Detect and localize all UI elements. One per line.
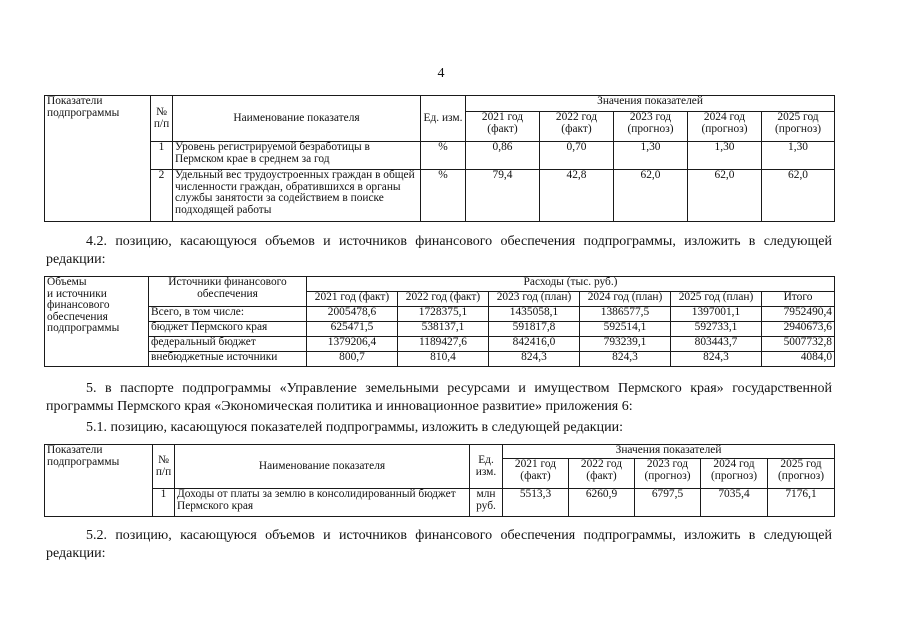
value-cell: 1728375,1 bbox=[398, 307, 489, 322]
row-num: 1 bbox=[153, 489, 175, 517]
paragraph-5-1: 5.1. позицию, касающуюся показателей подпрограммы, изложить в следующей редакции: bbox=[86, 420, 623, 435]
row-num: 2 bbox=[151, 170, 173, 222]
value-cell: 1,30 bbox=[614, 142, 688, 170]
section-label: Показатели подпрограммы bbox=[45, 445, 153, 517]
value-cell: 6797,5 bbox=[635, 489, 701, 517]
indicators-table-2 bbox=[44, 444, 835, 517]
table-row bbox=[45, 489, 835, 517]
source-label: Всего, в том числе: bbox=[149, 307, 307, 322]
indicators-table-1 bbox=[44, 95, 835, 222]
total-cell: 2940673,6 bbox=[762, 322, 835, 337]
value-cell: 824,3 bbox=[671, 352, 762, 367]
source-label: бюджет Пермского края bbox=[149, 322, 307, 337]
unit-header: Ед. изм. bbox=[470, 445, 503, 489]
financing-table-1 bbox=[44, 276, 835, 367]
value-cell: 62,0 bbox=[762, 170, 835, 222]
value-cell: 800,7 bbox=[307, 352, 398, 367]
value-cell: 1386577,5 bbox=[580, 307, 671, 322]
sources-header: Источники финансового обеспечения bbox=[149, 277, 307, 307]
value-cell: 6260,9 bbox=[569, 489, 635, 517]
value-cell: 824,3 bbox=[580, 352, 671, 367]
value-cell: 79,4 bbox=[466, 170, 540, 222]
value-cell: 1,30 bbox=[762, 142, 835, 170]
table-row bbox=[45, 352, 835, 367]
value-cell: 5513,3 bbox=[503, 489, 569, 517]
year-header: 2024 год (прогноз) bbox=[688, 112, 762, 142]
value-cell: 7035,4 bbox=[701, 489, 768, 517]
unit-cell: млн руб. bbox=[470, 489, 503, 517]
page-number: 4 bbox=[437, 66, 445, 81]
year-header: 2021 год (факт) bbox=[466, 112, 540, 142]
table-row bbox=[45, 322, 835, 337]
value-cell: 0,86 bbox=[466, 142, 540, 170]
value-cell: 62,0 bbox=[614, 170, 688, 222]
section-label: Показатели подпрограммы bbox=[45, 96, 151, 222]
source-label: федеральный бюджет bbox=[149, 337, 307, 352]
value-cell: 1,30 bbox=[688, 142, 762, 170]
name-header: Наименование показателя bbox=[173, 96, 421, 142]
year-header: 2021 год (факт) bbox=[503, 459, 569, 489]
value-cell: 824,3 bbox=[489, 352, 580, 367]
year-header: 2024 год (прогноз) bbox=[701, 459, 768, 489]
total-header: Итого bbox=[762, 292, 835, 307]
total-cell: 7952490,4 bbox=[762, 307, 835, 322]
unit-cell: % bbox=[421, 170, 466, 222]
total-cell: 5007732,8 bbox=[762, 337, 835, 352]
value-cell: 2005478,6 bbox=[307, 307, 398, 322]
value-cell: 42,8 bbox=[540, 170, 614, 222]
year-header: 2022 год (факт) bbox=[569, 459, 635, 489]
year-header: 2023 год (прогноз) bbox=[635, 459, 701, 489]
unit-cell: % bbox=[421, 142, 466, 170]
name-header: Наименование показателя bbox=[175, 445, 470, 489]
value-cell: 7176,1 bbox=[768, 489, 835, 517]
year-header: 2025 год (план) bbox=[671, 292, 762, 307]
value-cell: 793239,1 bbox=[580, 337, 671, 352]
value-cell: 0,70 bbox=[540, 142, 614, 170]
source-label: внебюджетные источники bbox=[149, 352, 307, 367]
year-header: 2023 год (прогноз) bbox=[614, 112, 688, 142]
value-cell: 1189427,6 bbox=[398, 337, 489, 352]
value-cell: 592733,1 bbox=[671, 322, 762, 337]
num-header: № п/п bbox=[151, 96, 173, 142]
paragraph-5-2: 5.2. позицию, касающуюся объемов и источников финансового обеспечения подпрограммы, изложить в следующей редакции: bbox=[46, 528, 832, 561]
table-row bbox=[45, 142, 835, 170]
indicator-name: Уровень регистрируемой безработицы в Пермском крае в среднем за год bbox=[173, 142, 421, 170]
value-cell: 1397001,1 bbox=[671, 307, 762, 322]
value-cell: 62,0 bbox=[688, 170, 762, 222]
table-row bbox=[45, 170, 835, 222]
values-header: Значения показателей bbox=[466, 96, 835, 112]
expenses-header: Расходы (тыс. руб.) bbox=[307, 277, 835, 292]
section-label: Объемы и источники финансового обеспечения подпрограммы bbox=[45, 277, 149, 367]
row-num: 1 bbox=[151, 142, 173, 170]
table-row bbox=[45, 337, 835, 352]
num-header: № п/п bbox=[153, 445, 175, 489]
values-header: Значения показателей bbox=[503, 445, 835, 459]
value-cell: 538137,1 bbox=[398, 322, 489, 337]
table-row bbox=[45, 307, 835, 322]
paragraph-4-2: 4.2. позицию, касающуюся объемов и источников финансового обеспечения подпрограммы, изложить в следующей редакции: bbox=[46, 234, 832, 267]
year-header: 2025 год (прогноз) bbox=[762, 112, 835, 142]
value-cell: 1435058,1 bbox=[489, 307, 580, 322]
year-header: 2023 год (план) bbox=[489, 292, 580, 307]
value-cell: 810,4 bbox=[398, 352, 489, 367]
value-cell: 842416,0 bbox=[489, 337, 580, 352]
year-header: 2024 год (план) bbox=[580, 292, 671, 307]
value-cell: 803443,7 bbox=[671, 337, 762, 352]
year-header: 2022 год (факт) bbox=[540, 112, 614, 142]
value-cell: 591817,8 bbox=[489, 322, 580, 337]
unit-header: Ед. изм. bbox=[421, 96, 466, 142]
year-header: 2021 год (факт) bbox=[307, 292, 398, 307]
value-cell: 1379206,4 bbox=[307, 337, 398, 352]
year-header: 2022 год (факт) bbox=[398, 292, 489, 307]
year-header: 2025 год (прогноз) bbox=[768, 459, 835, 489]
indicator-name: Удельный вес трудоустроенных граждан в общей численности граждан, обратившихся в органы службы занятости за содействием в поиске подходящей работы bbox=[173, 170, 421, 222]
indicator-name: Доходы от платы за землю в консолидированный бюджет Пермского края bbox=[175, 489, 470, 517]
value-cell: 625471,5 bbox=[307, 322, 398, 337]
total-cell: 4084,0 bbox=[762, 352, 835, 367]
value-cell: 592514,1 bbox=[580, 322, 671, 337]
paragraph-5: 5. в паспорте подпрограммы «Управление земельными ресурсами и имуществом Пермского края» государственной программы Пермского края «Экономическая политика и инновационное развитие» приложения 6: bbox=[46, 381, 832, 414]
